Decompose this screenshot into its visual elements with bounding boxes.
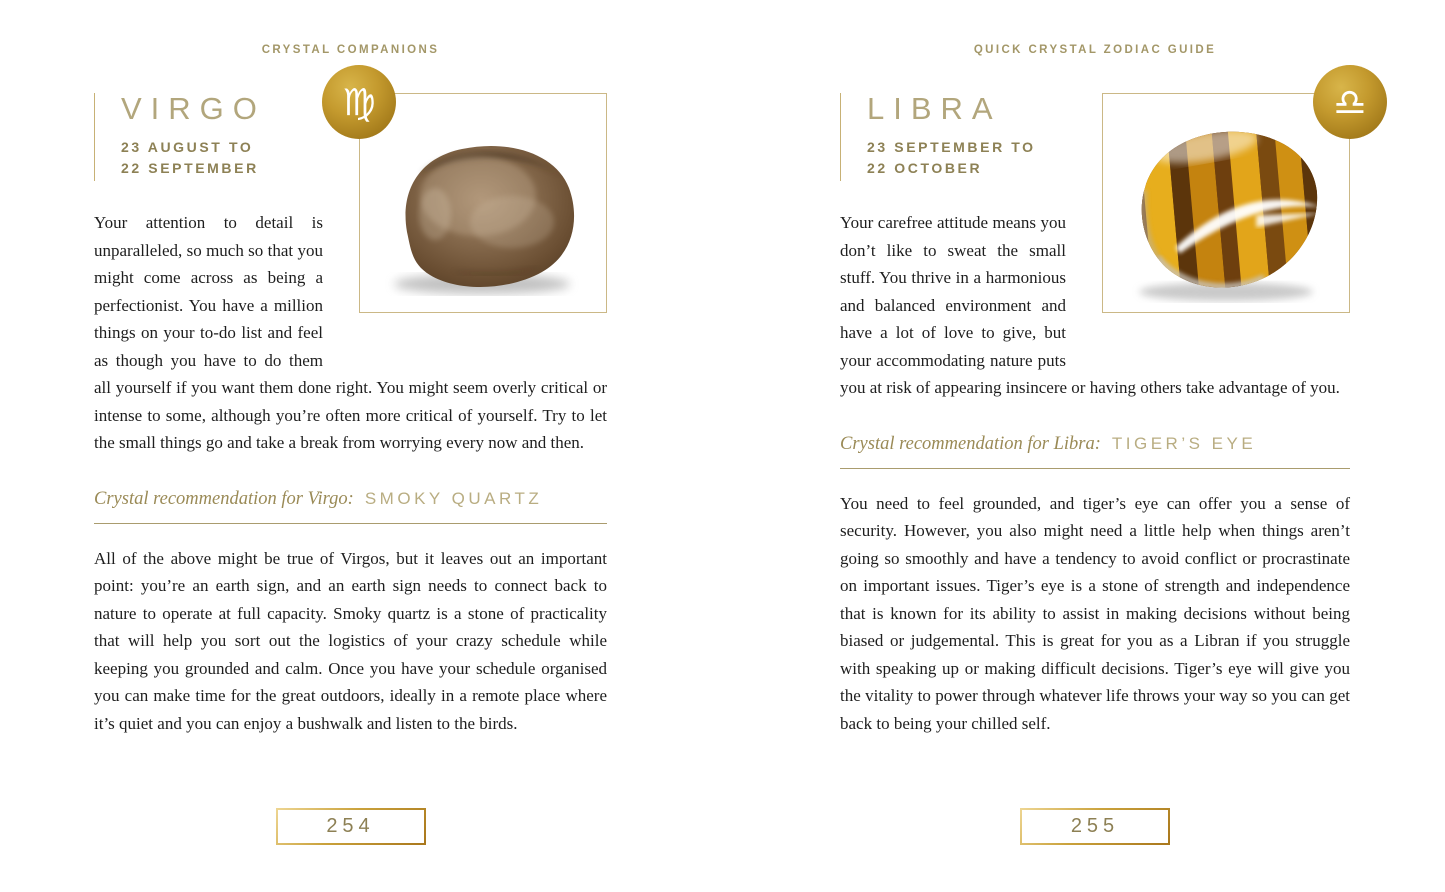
page-virgo (94, 0, 607, 892)
running-head-left: CRYSTAL COMPANIONS (261, 44, 440, 56)
libra-body-paragraph: You need to feel grounded, and tiger’s eye can offer you a sense of security. However, you also might need a little help when things aren’t going so smoothly and have a tendency to avoid conflict or procrastinate on important issues. Tiger’s eye is a stone of strength and independence that is known for its ability to assist in making decisions without being biased or judgemental. This is great for you as a Libran if you struggle with speaking up or making difficult decisions. Tiger’s eye will give you the vitality to power through whatever life throws your way so you can get back to being your chilled self. (840, 493, 1350, 733)
gold-divider-rule (94, 523, 607, 524)
virgo-body-paragraph: All of the above might be true of Virgos, but it leaves out an important point: you’re an earth sign, and an earth sign needs to connect back to nature to operate at full capacity. Smoky quartz is a stone of practicality that will help you sort out the logistics of your crazy schedule while keeping you grounded and calm. Once you have your schedule organised you can make time for the great outdoors, ideally in a remote place where it’s quiet and you can enjoy a bushwalk and listen to the birds. (94, 548, 607, 733)
recommendation-crystal-name: SMOKY QUARTZ (364, 488, 543, 508)
libra-intro-paragraph: Your carefree attitude means you don’t like to sweat the small stuff. You thrive in a harmonious and balanced environment and have a lot of love to give, but your accommodating nature puts you at risk of appearing insincere or having others take advantage of you. (840, 213, 1340, 397)
tigers-eye-photo-frame (1102, 93, 1350, 313)
date-line-2: 22 SEPTEMBER (121, 160, 259, 176)
recommendation-label: Crystal recommendation for Libra: (840, 433, 1101, 454)
tigers-eye-photo-block (1102, 80, 1367, 313)
page-content-right (840, 0, 1367, 737)
virgo-symbol-icon: ♍ (342, 80, 376, 124)
page-number-left: 254 (278, 810, 424, 843)
sign-title-virgo: VIRGO (121, 91, 266, 126)
recommendation-crystal-name: TIGER’S EYE (1111, 433, 1257, 453)
running-head-right: QUICK CRYSTAL ZODIAC GUIDE (973, 44, 1217, 56)
virgo-intro-paragraph: Your attention to detail is unparalleled, so much so that you might come across as being a perfectionist. You have a million things on your to-do list and feel as though you have to do them all yourself if you want them done right. You might seem overly critical or intense to some, although you’re often more critical of yourself. Try to let the small things go and take a break from worrying every now and then. (94, 213, 607, 452)
smoky-quartz-stone-image (360, 94, 606, 312)
libra-symbol-icon: ♎ (1333, 80, 1367, 124)
page-number-box-left (276, 808, 426, 845)
page-content-left (94, 0, 607, 737)
page-number-box-right (1020, 808, 1170, 845)
virgo-recommendation-heading (94, 489, 607, 510)
date-line-2: 22 OCTOBER (867, 160, 983, 176)
smoky-quartz-photo-frame (359, 93, 607, 313)
date-line-1: 23 SEPTEMBER TO (867, 139, 1036, 155)
sign-title-libra: LIBRA (867, 91, 1002, 126)
libra-recommendation-heading (840, 434, 1350, 455)
smoky-quartz-photo-block (342, 80, 607, 313)
date-line-1: 23 AUGUST TO (121, 139, 254, 155)
virgo-badge (322, 65, 396, 139)
recommendation-label: Crystal recommendation for Virgo: (94, 488, 354, 509)
libra-badge (1313, 65, 1387, 139)
page-number-right: 255 (1022, 810, 1168, 843)
tigers-eye-stone-image (1103, 94, 1349, 312)
page-libra (840, 0, 1367, 892)
gold-divider-rule (840, 468, 1350, 469)
